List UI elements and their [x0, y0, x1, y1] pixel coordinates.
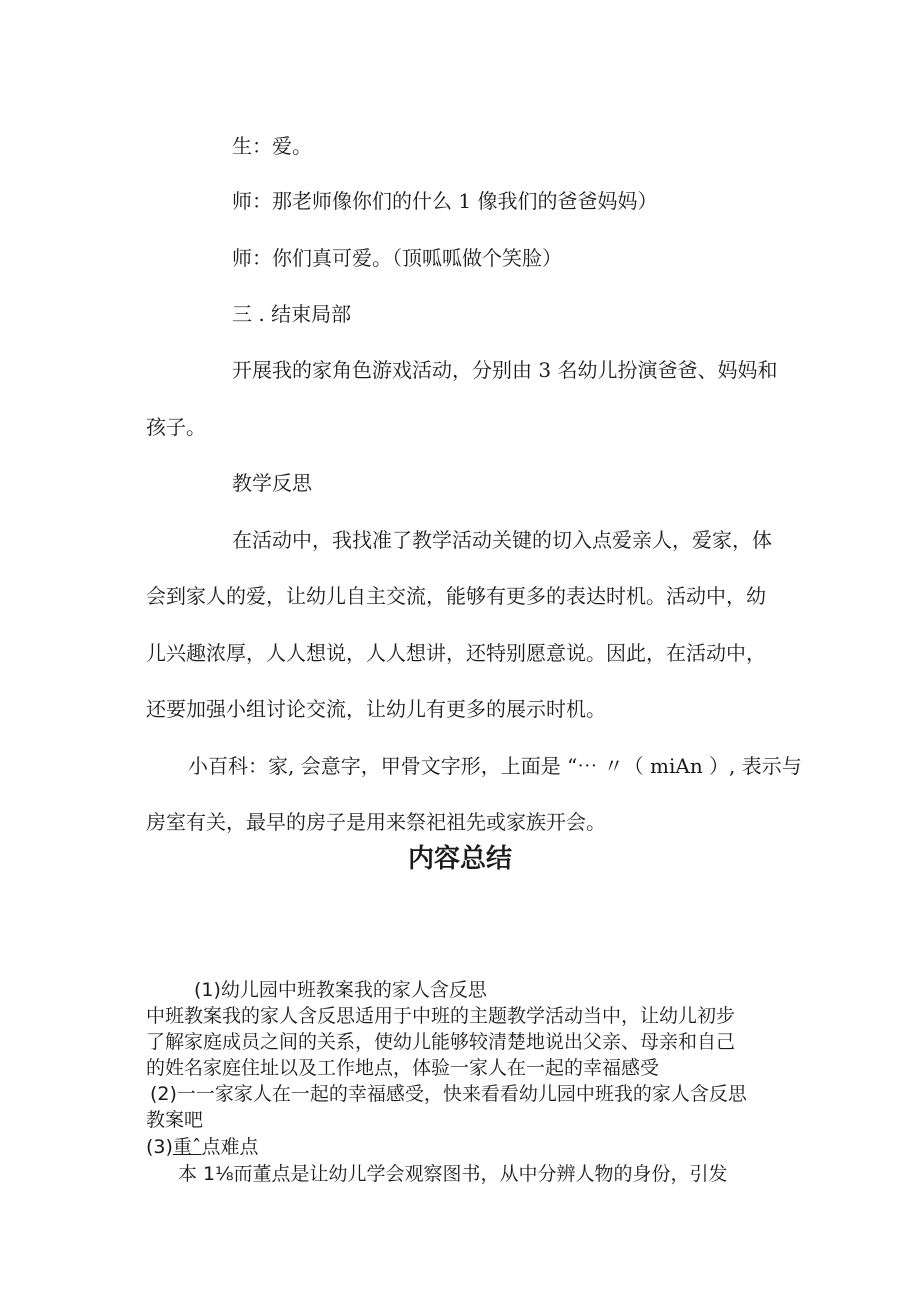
- paragraph-reflection-line-2: 会到家人的爱，让幼儿自主交流，能够有更多的表达时机。活动中，幼: [146, 584, 766, 608]
- summary-last-line: 本 1⅛而董点是让幼儿学会观察图书，从中分辨人物的身份，引发: [178, 1163, 728, 1185]
- encyclopedia-line-2: 房室有关，最早的房子是用来祭祀祖先或家族开会。: [146, 810, 606, 834]
- item-3-underlined: 重ˆ: [172, 1136, 202, 1158]
- summary-item-1-heading: (1)幼儿园中班教案我的家人含反思: [194, 979, 487, 1001]
- section-heading-ending: 三 . 结束局部: [232, 302, 352, 326]
- paragraph-reflection-line-1: 在活动中，我找准了教学活动关键的切入点爱亲人，爱家，体: [232, 528, 772, 552]
- summary-title: 内容总结: [407, 844, 512, 874]
- summary-line: 的姓名家庭住址以及工作地点，体验一家人在一起的幸福感受: [146, 1057, 660, 1079]
- paragraph-activity-line-2: 孩子。: [146, 415, 206, 439]
- item-3-prefix: (3): [146, 1136, 173, 1158]
- encyclopedia-line-1: 小百科：家, 会意字，甲骨文字形，上面是 “⋯ 〃（ miAn ）, 表示与: [188, 754, 802, 778]
- paragraph-reflection-line-4: 还要加强小组讨论交流，让幼儿有更多的展示时机。: [146, 697, 606, 721]
- summary-item-2: (2)一一家家人在一起的幸福感受，快来看看幼儿园中班我的家人含反思: [150, 1083, 747, 1105]
- section-heading-reflection: 教学反思: [232, 471, 312, 495]
- summary-line: 教案吧: [146, 1109, 204, 1131]
- summary-line: 中班教案我的家人含反思适用于中班的主题教学活动当中，让幼儿初步: [146, 1005, 736, 1027]
- paragraph-reflection-line-3: 儿兴趣浓厚，人人想说，人人想讲，还特别愿意说。因此，在活动中，: [146, 641, 766, 665]
- summary-item-3: [146, 1134, 258, 1160]
- summary-line: 了解家庭成员之间的关系，使幼儿能够较清楚地说出父亲、母亲和自己: [146, 1031, 736, 1053]
- paragraph-activity-line-1: 开展我的家角色游戏活动，分别由 3 名幼儿扮演爸爸、妈妈和: [232, 358, 778, 382]
- dialogue-line-1: 生：爱。: [232, 134, 312, 158]
- dialogue-line-2: 师：那老师像你们的什么 1 像我们的爸爸妈妈）: [232, 189, 658, 213]
- item-3-rest: 点难点: [201, 1136, 259, 1158]
- dialogue-line-3: 师：你们真可爱。（顶呱呱做个笑脸）: [232, 246, 562, 270]
